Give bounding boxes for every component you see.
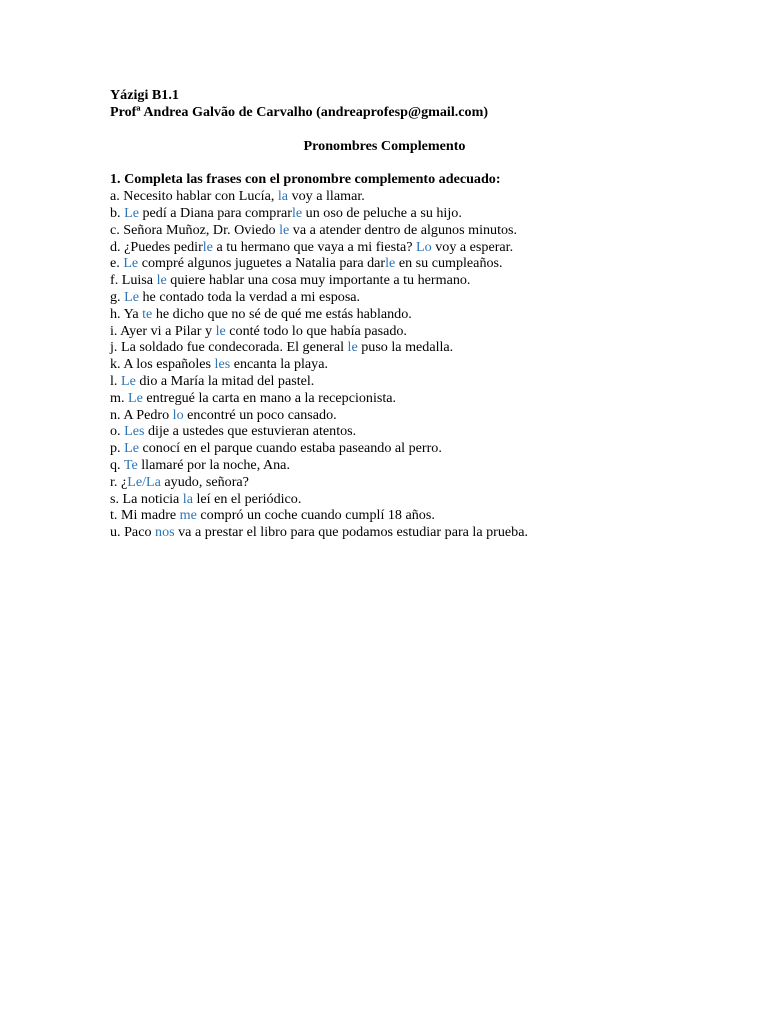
answer-pronoun: Le <box>124 288 139 305</box>
sentence-text: p. <box>110 440 125 457</box>
exercise-item <box>110 474 710 491</box>
sentence-text: entregué la carta en mano a la recepcionista. <box>142 389 397 406</box>
exercise-item <box>110 205 710 222</box>
answer-pronoun: Les <box>124 423 145 440</box>
answer-pronoun: la <box>182 490 193 507</box>
sentence-text: a tu hermano que vaya a mi fiesta? <box>212 238 417 255</box>
exercise-item <box>110 507 710 524</box>
answer-pronoun: Le <box>120 372 136 389</box>
answer-pronoun: Le/La <box>127 473 161 490</box>
sentence-text: g. <box>110 288 125 305</box>
sentence-text: t. Mi madre <box>110 507 180 524</box>
exercise-item <box>110 323 710 340</box>
sentence-text: compré algunos juguetes a Natalia para dar <box>138 255 386 272</box>
sentence-text: voy a llamar. <box>288 188 365 205</box>
exercise-item <box>110 239 710 256</box>
answer-pronoun: te <box>142 305 153 322</box>
exercise-item <box>110 524 710 541</box>
answer-pronoun: Le <box>124 440 139 457</box>
sentence-text: puso la medalla. <box>357 339 454 356</box>
course-name: Yázigi B1.1 <box>110 87 179 103</box>
sentence-text: en su cumpleaños. <box>395 255 503 272</box>
sentence-text: un oso de peluche a su hijo. <box>302 204 462 221</box>
sentence-text: b. <box>110 204 125 221</box>
sentence-text: c. Señora Muñoz, Dr. Oviedo <box>110 221 280 238</box>
sentence-text: s. La noticia <box>110 490 183 507</box>
exercise-item <box>110 390 710 407</box>
sentence-text: compró un coche cuando cumplí 18 años. <box>196 507 435 524</box>
answer-pronoun: me <box>179 507 197 524</box>
sentence-text: pedí a Diana para comprar <box>138 204 292 221</box>
sentence-text: llamaré por la noche, Ana. <box>137 456 290 473</box>
answer-pronoun: Te <box>123 456 138 473</box>
exercise-item <box>110 491 710 508</box>
exercise-item <box>110 188 710 205</box>
answer-pronoun: le <box>279 221 290 238</box>
sentence-text: quiere hablar una cosa muy importante a tu hermano. <box>166 272 471 289</box>
exercise-item <box>110 272 710 289</box>
sentence-text: k. A los españoles <box>110 356 215 373</box>
answer-pronoun: le <box>291 204 303 221</box>
exercise-heading: 1. Completa las frases con el pronombre complemento adecuado: <box>110 171 501 188</box>
sentence-text: e. <box>110 255 124 272</box>
sentence-text: va a prestar el libro para que podamos estudiar para la prueba. <box>174 524 528 541</box>
sentence-text: leí en el periódico. <box>192 490 302 507</box>
sentence-text: o. <box>110 423 125 440</box>
sentence-text: encanta la playa. <box>230 356 329 373</box>
sentence-text: d. ¿Puedes pedir <box>110 238 203 255</box>
exercise-item <box>110 289 710 306</box>
sentence-text: f. Luisa <box>110 272 157 289</box>
answer-pronoun: lo <box>172 406 184 423</box>
exercise-item <box>110 423 710 440</box>
exercise-item <box>110 356 710 373</box>
exercise-list <box>110 188 710 541</box>
answer-pronoun: le <box>202 238 213 255</box>
sentence-text: conocí en el parque cuando estaba paseando al perro. <box>138 440 442 457</box>
exercise-item <box>110 306 710 323</box>
teacher-info: Profª Andrea Galvão de Carvalho (andreaprofesp@gmail.com) <box>110 103 489 120</box>
sentence-text: he dicho que no sé de qué me estás hablando. <box>152 305 412 322</box>
answer-pronoun: le <box>385 255 396 272</box>
document-title: Pronombres Complemento <box>303 137 466 154</box>
exercise-item <box>110 457 710 474</box>
answer-pronoun: Le <box>128 389 143 406</box>
sentence-text: q. <box>110 456 124 473</box>
sentence-text: conté todo lo que había pasado. <box>225 322 407 339</box>
sentence-text: ayudo, señora? <box>160 473 249 490</box>
sentence-text: u. Paco <box>110 524 156 541</box>
sentence-text: l. <box>110 372 121 389</box>
sentence-text: voy a esperar. <box>431 238 514 255</box>
answer-pronoun: la <box>277 188 289 205</box>
answer-pronoun: les <box>214 356 231 373</box>
exercise-item <box>110 407 710 424</box>
answer-pronoun: le <box>156 272 167 289</box>
sentence-text: he contado toda la verdad a mi esposa. <box>138 288 361 305</box>
exercise-item <box>110 222 710 239</box>
sentence-text: r. ¿ <box>110 473 128 490</box>
exercise-item <box>110 255 710 272</box>
sentence-text: va a atender dentro de algunos minutos. <box>289 221 518 238</box>
sentence-text: h. Ya <box>110 305 143 322</box>
sentence-text: a. Necesito hablar con Lucía, <box>110 188 278 205</box>
exercise-item <box>110 440 710 457</box>
sentence-text: dije a ustedes que estuvieran atentos. <box>144 423 357 440</box>
answer-pronoun: le <box>347 339 358 356</box>
sentence-text: i. Ayer vi a Pilar y <box>110 322 216 339</box>
answer-pronoun: Le <box>123 255 139 272</box>
answer-pronoun: nos <box>155 524 175 541</box>
answer-pronoun: Lo <box>416 238 432 255</box>
sentence-text: encontré un poco cansado. <box>183 406 337 423</box>
sentence-text: n. A Pedro <box>110 406 173 423</box>
answer-pronoun: Le <box>124 204 139 221</box>
document-page <box>110 87 710 541</box>
sentence-text: m. <box>110 389 129 406</box>
exercise-item <box>110 373 710 390</box>
exercise-item <box>110 339 710 356</box>
sentence-text: dio a María la mitad del pastel. <box>135 372 315 389</box>
sentence-text: j. La soldado fue condecorada. El general <box>110 339 348 356</box>
answer-pronoun: le <box>215 322 226 339</box>
